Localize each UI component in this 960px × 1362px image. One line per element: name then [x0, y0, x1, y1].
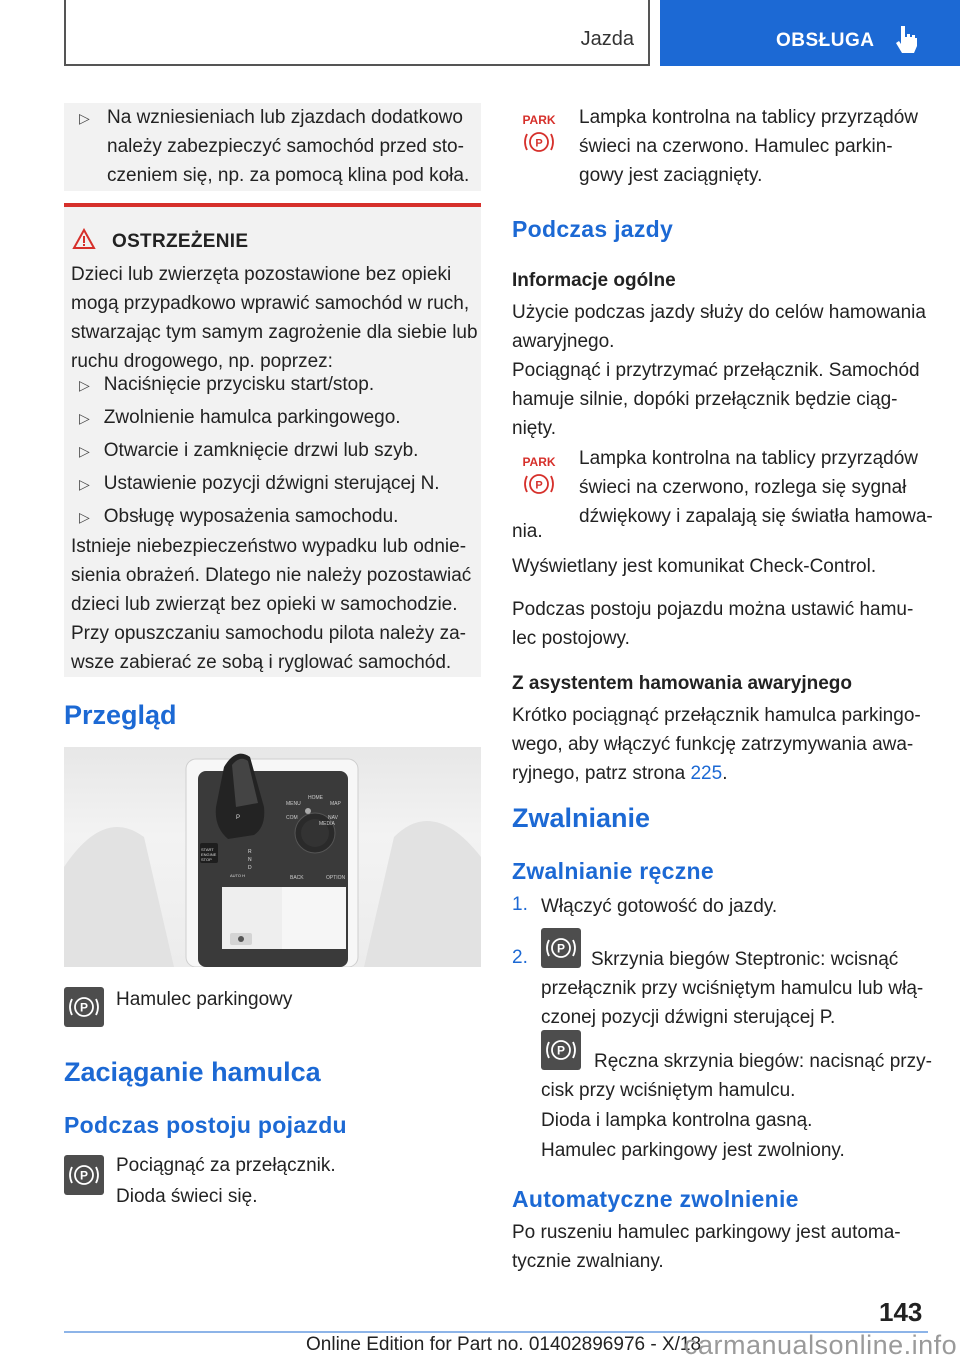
svg-text:P: P [556, 941, 566, 956]
warning-outro [71, 532, 481, 677]
note-line: należy zabezpieczyć samochód przed sto- [107, 136, 464, 157]
parking-brake-icon [541, 928, 581, 968]
console-label-d: D [248, 865, 252, 871]
console-label-nav: NAV [328, 815, 338, 821]
warning-list-item: ▷ Zwolnienie hamulca parkingowego. [79, 407, 401, 428]
warning-intro [71, 260, 481, 376]
console-label-engine: ENGINE [201, 852, 217, 857]
park-warning-light-icon [520, 454, 558, 500]
warning-intro-line: stwarzając tym samym zagrożenie dla siebie lub [71, 322, 478, 343]
warning-triangle-icon [72, 228, 96, 250]
step-number: 2. [512, 947, 528, 968]
step-2-text-line1: Skrzynia biegów Steptronic: wcisnąć [591, 949, 899, 970]
warning-list-item: ▷ Ustawienie pozycji dźwigni sterującej N. [79, 473, 440, 494]
header-tab[interactable] [660, 0, 960, 66]
console-label-option: OPTION [326, 875, 346, 881]
svg-text:PARK: PARK [522, 113, 556, 127]
warning-outro-line: dzieci lub zwierząt bez opieki w samochodzie. [71, 594, 458, 615]
pull-switch-text: Pociągnąć za przełącznik. [116, 1155, 336, 1176]
warning-list-item: ▷ Otwarcie i zamknięcie drzwi lub szyb. [79, 440, 419, 461]
header-section-title: Jazda [580, 28, 634, 50]
console-label-com: COM [286, 815, 298, 821]
header-tab-label: OBSŁUGA [776, 30, 875, 51]
warning-list-item: ▷ Obsługę wyposażenia samochodu. [79, 506, 399, 527]
console-label-autoh: AUTO H [230, 873, 246, 878]
parking-brake-icon [64, 1155, 104, 1195]
note-line: Na wzniesieniach lub zjazdach dodatkowo [107, 107, 463, 128]
warning-list [79, 370, 479, 535]
svg-text:P: P [535, 137, 543, 150]
console-label-stop: STOP [201, 857, 212, 862]
step-2-text: przełącznik przy wciśniętym hamulcu lub włą- czonej pozycji dźwigni sterującej P. [541, 978, 924, 1028]
console-label-back: BACK [290, 875, 304, 881]
console-label-p: P [236, 815, 241, 821]
auto-release-text: Po ruszeniu hamulec parkingowy jest automa- tycznie zwalniany. [512, 1222, 901, 1272]
console-label-map: MAP [330, 801, 341, 807]
console-label-n: N [248, 857, 252, 863]
emergency-assist-text: Krótko pociągnąć przełącznik hamulca parkingo- wego, aby włączyć funkcję zatrzymywania awa- ryjnego, patrz strona 225. [512, 705, 921, 784]
park-warning-light-icon [520, 112, 558, 158]
check-control-text: Wyświetlany jest komunikat Check-Control. [512, 556, 877, 577]
note-line: czeniem się, np. za pomocą klina pod koła. [107, 165, 470, 186]
led-off-text: Dioda i lampka kontrolna gasną. [541, 1110, 813, 1131]
bullet-triangle-icon: ▷ [79, 110, 90, 126]
led-on-text: Dioda świeci się. [116, 1186, 258, 1207]
manual-gearbox-line1: Ręczna skrzynia biegów: nacisnąć przy- [594, 1051, 932, 1072]
heading-info-ogolne: Informacje ogólne [512, 270, 676, 291]
center-console-illustration [64, 747, 481, 967]
parking-brake-icon [541, 1030, 581, 1070]
warning-outro-line: sienia obrażeń. Dlatego nie należy pozostawiać [71, 565, 472, 586]
watermark: carmanualsonline.info [684, 1330, 958, 1360]
step-1-text: Włączyć gotowość do jazdy. [541, 896, 778, 917]
warning-intro-line: mogą przypadkowo wprawić samochód w ruch, [71, 293, 470, 314]
bullet-triangle-icon: ▷ [79, 377, 90, 393]
heading-zaciaganie: Zaciąganie hamulca [64, 1057, 321, 1087]
parking-brake-stationary-text: Podczas postoju pojazdu można ustawić hamu- lec postojowy. [512, 599, 914, 649]
park-light-text-2: Lampka kontrolna na tablicy przyrządów świeci na czerwono, rozlega się sygnał dźwiękowy i zapalają się światła hamowa- [579, 448, 933, 527]
svg-text:P: P [79, 1000, 89, 1015]
released-text: Hamulec parkingowy jest zwolniony. [541, 1140, 845, 1161]
warning-outro-line: Istnieje niebezpieczeństwo wypadku lub odnie- [71, 536, 467, 557]
header-section-box [64, 0, 650, 66]
bullet-triangle-icon: ▷ [79, 410, 90, 426]
svg-text:P: P [535, 479, 543, 492]
heading-zwalnianie: Zwalnianie [512, 803, 651, 833]
heading-podczas-jazdy: Podczas jazdy [512, 216, 674, 242]
park-light-text-1: Lampka kontrolna na tablicy przyrządów świeci na czerwono. Hamulec parkin- gowy jest zaciągnięty. [579, 107, 919, 186]
bullet-triangle-icon: ▷ [79, 509, 90, 525]
hand-pointer-icon [892, 24, 920, 54]
console-label-start: START [201, 847, 214, 852]
heading-automatyczne: Automatyczne zwolnienie [512, 1186, 799, 1212]
hold-switch-text: Pociągnąć i przytrzymać przełącznik. Samochód hamuje silnie, dopóki przełącznik będzie ciąg- nięty. [512, 360, 920, 439]
bullet-triangle-icon: ▷ [79, 443, 90, 459]
console-label-media: MEDIA [319, 821, 335, 827]
warning-outro-line: Przy opuszczaniu samochodu pilota należy za- [71, 623, 466, 644]
heading-zwalnianie-reczne: Zwalnianie ręczne [512, 858, 714, 884]
note-text [107, 103, 477, 190]
svg-text:P: P [79, 1168, 89, 1183]
warning-outro-line: wsze zabierać ze sobą i ryglować samochód. [71, 652, 452, 673]
park-light-text-2-end: nia. [512, 521, 543, 542]
step-number: 1. [512, 894, 528, 915]
parking-brake-icon [64, 987, 104, 1027]
console-label-r: R [248, 849, 252, 855]
page-link-225[interactable]: 225 [690, 763, 723, 784]
console-label-menu: MENU [286, 801, 301, 807]
console-label-home: HOME [308, 795, 323, 801]
footer-edition: Online Edition for Part no. 01402896976 - X/18 [306, 1334, 702, 1355]
bullet-triangle-icon: ▷ [79, 476, 90, 492]
warning-title: OSTRZEŻENIE [112, 231, 249, 252]
manual-gearbox-line2: cisk przy wciśniętym hamulcu. [541, 1080, 796, 1101]
center-console-photo [64, 747, 481, 967]
svg-text:P: P [556, 1043, 566, 1058]
heading-przeglad: Przegląd [64, 700, 177, 730]
warning-intro-line: Dzieci lub zwierzęta pozostawione bez opieki [71, 264, 452, 285]
usage-text: Użycie podczas jazdy służy do celów hamowania awaryjnego. [512, 302, 926, 352]
warning-list-item: ▷ Naciśnięcie przycisku start/stop. [79, 374, 375, 395]
svg-text:PARK: PARK [522, 455, 556, 469]
parking-brake-label: Hamulec parkingowy [116, 989, 293, 1010]
warning-intro-line: ruchu drogowego, np. poprzez: [71, 351, 333, 372]
heading-postoj: Podczas postoju pojazdu [64, 1112, 347, 1138]
heading-z-asystentem: Z asystentem hamowania awaryjnego [512, 673, 853, 694]
page-number: 143 [879, 1297, 923, 1327]
